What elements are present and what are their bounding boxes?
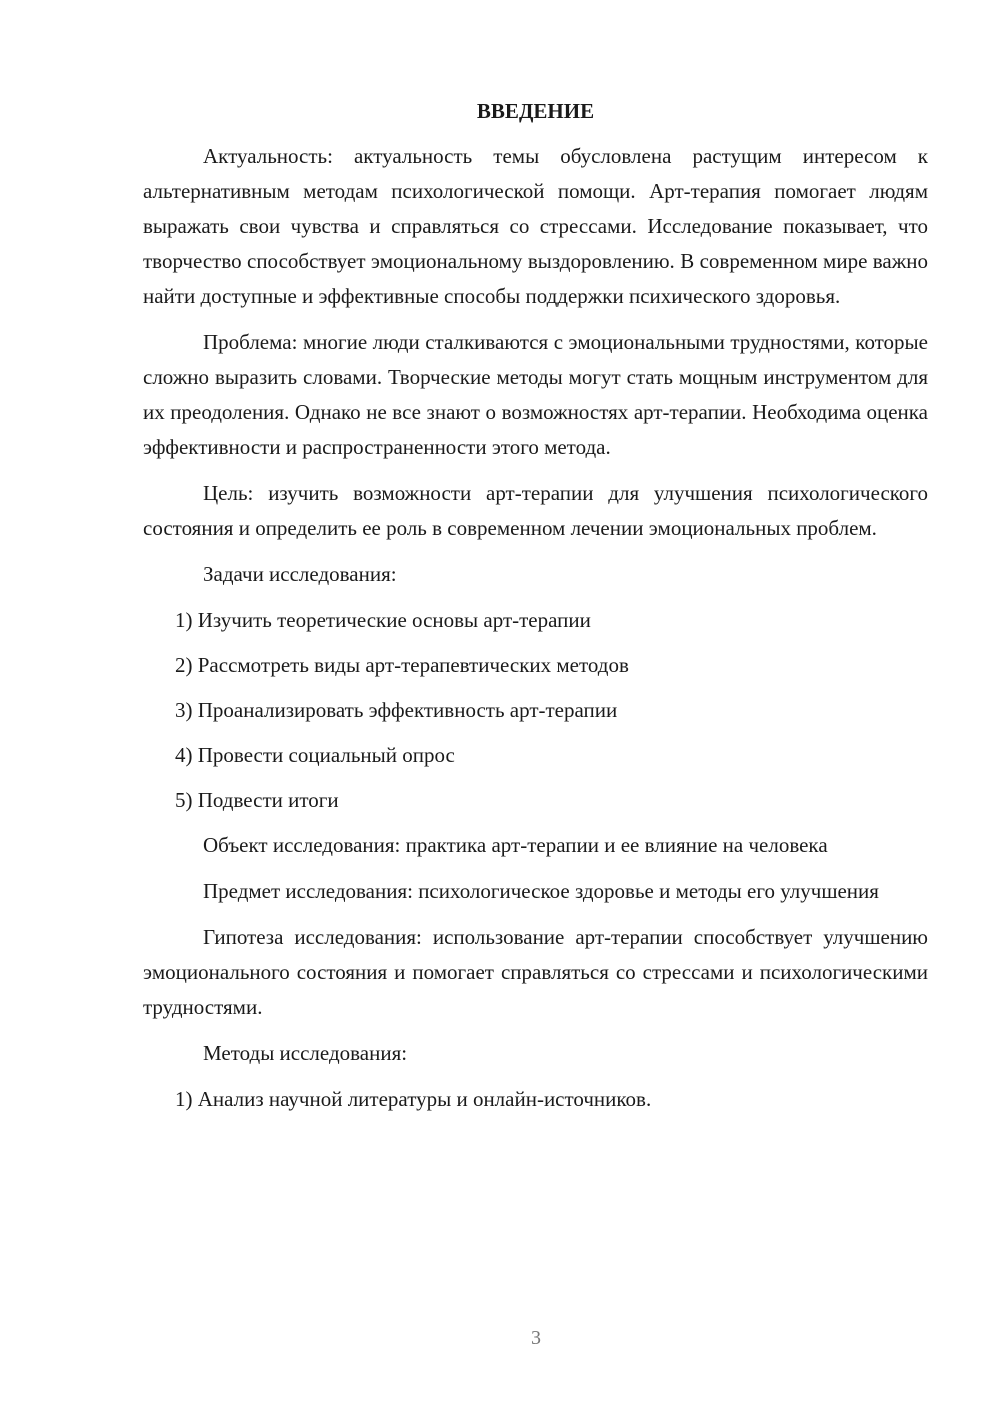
task-item-4: 4) Провести социальный опрос <box>175 743 455 767</box>
paragraph-relevance: Актуальность: актуальность темы обусловлена растущим интересом к альтернативным методам психологической помощи. Арт-терапия помогает людям выражать свои чувства и справляться со стрессами. Исследование показывает, что творчество способствует эмоциональному выздоровлению. В современном мире важно найти доступные и эффективные способы поддержки психического здоровья. <box>143 144 928 308</box>
paragraph-goal: Цель: изучить возможности арт-терапии для улучшения психологического состояния и определить ее роль в современном лечении эмоциональных проблем. <box>143 481 928 540</box>
task-item-5: 5) Подвести итоги <box>175 788 339 812</box>
paragraph-object: Объект исследования: практика арт-терапии и ее влияние на человека <box>203 833 828 857</box>
page-number: 3 <box>531 1327 541 1349</box>
tasks-list <box>143 603 928 818</box>
paragraph-subject: Предмет исследования: психологическое здоровье и методы его улучшения <box>203 879 879 903</box>
method-item-1: 1) Анализ научной литературы и онлайн-источников. <box>175 1087 652 1111</box>
page-title: ВВЕДЕНИЕ <box>476 99 595 123</box>
task-item-1: 1) Изучить теоретические основы арт-терапии <box>175 608 591 632</box>
task-item-3: 3) Проанализировать эффективность арт-терапии <box>175 698 618 722</box>
methods-list <box>143 1082 928 1117</box>
paragraph-hypothesis: Гипотеза исследования: использование арт-терапии способствует улучшению эмоционального состояния и помогает справляться со стрессами и психологическими трудностями. <box>143 925 928 1019</box>
paragraph-problem: Проблема: многие люди сталкиваются с эмоциональными трудностями, которые сложно выразить словами. Творческие методы могут стать мощным инструментом для их преодоления. Однако не все знают о возможностях арт-терапии. Необходима оценка эффективности и распространенности этого метода. <box>143 330 928 459</box>
tasks-heading: Задачи исследования: <box>203 562 397 586</box>
document-page <box>143 94 928 1127</box>
methods-heading: Методы исследования: <box>203 1041 408 1065</box>
task-item-2: 2) Рассмотреть виды арт-терапевтических методов <box>175 653 629 677</box>
